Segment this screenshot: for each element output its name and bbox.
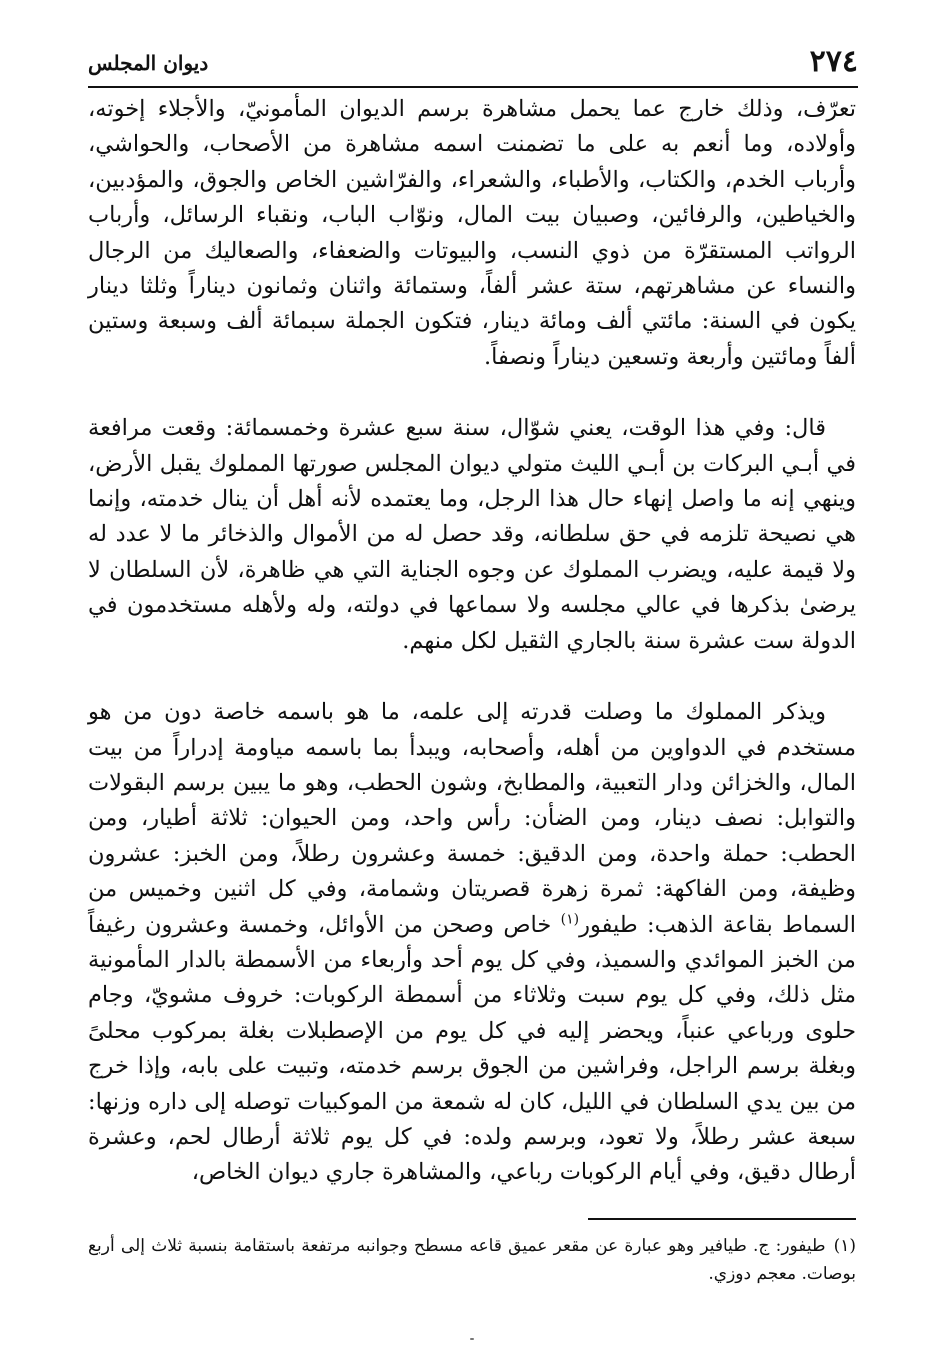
paragraph-continued: تعرّف، وذلك خارج عما يحمل مشاهرة برسم الديوان المأمونيّ، والأجلاء إخوته، وأولاده، وما أنعم به على ما تضمنت اسمه مشاهرة من الأصحاب، والحواشي، وأرباب الخدم، والكتاب، والأطباء، والشعراء، والفرّاشين الخاص والجوق، والمؤدبين، والخياطين، والرفائين، وصبيان بيت المال، ونوّاب الباب، ونقباء الرسائل، وأرباب الرواتب المستقرّة من ذوي النسب، والبيوتات والضعفاء، والصعاليك من الرجال والنساء عن مشاهرتهم، ستة عشر ألفاً، وستمائة واثنان وثمانون ديناراً وثلثا دينار يكون في السنة: مائتي ألف ومائة دينار، فتكون الجملة سبمائة ألف وسبعة وستين ألفاً ومائتين وأربعة وتسعين ديناراً ونصفاً. — [88, 96, 856, 370]
footnote-1 — [88, 1232, 856, 1288]
scan-speck — [470, 1338, 474, 1340]
paragraph-complaint: قال: وفي هذا الوقت، يعني شوّال، سنة سبع عشرة وخمسمائة: وقعت مرافعة في أبـي البركات بن أبـي الليث متولي ديوان المجلس صورتها المملوك يقبل الأرض، وينهي إنه ما واصل إنهاء حال هذا الرجل، وما يعتمده لأنه أهل أن ينال خدمته، وإنما هي نصيحة تلزمه في حق سلطانه، وقد حصل له من الأموال والذخائر ما لا عدد له ولا قيمة عليه، ويضرب المملوك عن وجوه الجناية التي هي ظاهرة، لأن السلطان لا يرضىٰ بذكرها في عالي مجلسه ولا سماعها في دولته، وله ولأهله مستخدمون في الدولة ست عشرة سنة بالجاري الثقيل لكل منهم. — [88, 415, 856, 654]
footnote-reference[interactable]: (١) — [560, 911, 580, 928]
paragraph-allowances-text-part-2: خاص وصحن من الأوائل، وخمسة وعشرون رغيفاً من الخبز الموائدي والسميذ، وفي كل يوم أحد وأربعاء من الأسمطة بالدار المأمونية مثل ذلك، وفي كل يوم سبت وثلاثاء من أسمطة الركوبات: خروف مشويّ، وجام حلوى ورباعي عنباً، ويحضر إليه في كل يوم من الإصطبلات بغلة بمركوب محلىً وبغلة برسم الراجل، وفراشين من الجوق برسم خدمته، وتبيت على بابه، وإذا خرج من بين يدي السلطان في الليل، كان له شمعة من الموكبيات توصله إلى داره وزنها: سبعة عشر رطلاً، ولا تعود، وبرسم ولده: في كل يوم ثلاثة أرطال لحم، وعشرة أرطال دقيق، وفي أيام الركوبات رباعي، والمشاهرة جاري ديوان الخاص، — [88, 911, 856, 1186]
main-text — [88, 92, 856, 1191]
footnote-text: طيفور: ج. طيافير وهو عبارة عن مقعر عميق قاعه مسطح وجوانبه مرتفعة باستقامة بنسبة ثلاث إلى أربع بوصات. معجم دوزي. — [88, 1236, 856, 1284]
paragraph-allowances-text-part-1: ويذكر المملوك ما وصلت قدرته إلى علمه، ما هو باسمه خاصة دون من هو مستخدم في الدواوين من أهله، وأصحابه، ويبدأ بما باسمه مياومة إدراراً من بيت المال، والخزائن ودار التعبية، والمطابخ، وشون الحطب، وهو ما يبين برسم البقولات والتوابل: نصف دينار، ومن الضأن: رأس واحد، ومن الحيوان: ثلاثة أطيار، ومن الحطب: حملة واحدة، ومن الدقيق: خمسة وعشرون رطلاً، ومن الخبز: عشرون وظيفة، ومن الفاكهة: ثمرة زهرة قصريتان وشمامة، وفي كل اثنين وخميس من السماط بقاعة الذهب: طيفور — [88, 699, 856, 938]
page-number: ٢٧٤ — [809, 44, 858, 79]
footnote-number: (١) — [833, 1236, 856, 1256]
page-header — [88, 42, 858, 90]
paragraph-allowances — [88, 695, 856, 1191]
header-rule — [88, 86, 858, 88]
footnote-rule — [588, 1218, 856, 1220]
running-title: ديوان المجلس — [88, 51, 209, 75]
